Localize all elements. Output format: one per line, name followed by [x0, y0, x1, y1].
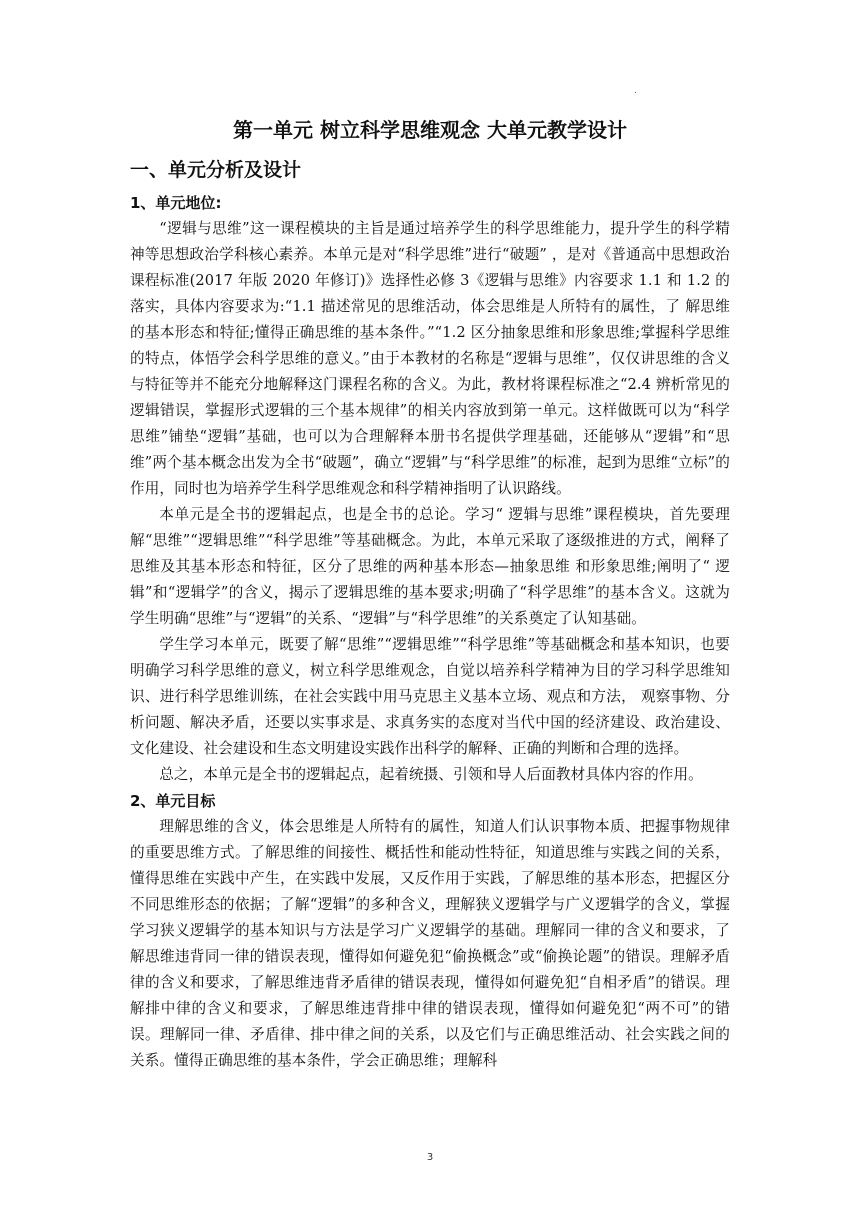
section-heading-unit-analysis: 一、单元分析及设计	[130, 159, 302, 181]
page-number: 3	[426, 1152, 434, 1163]
document-body	[130, 156, 730, 1074]
corner-mark: .	[634, 86, 637, 96]
paragraph: 总之，本单元是全书的逻辑起点，起着统摄、引领和导人后面教材具体内容的作用。	[159, 766, 703, 783]
paragraph: 理解思维的含义，体会思维是人所特有的属性，知道人们认识事物本质、把握事物规律的重要思维方式。了解思维的间接性、概括性和能动性特征，知道思维与实践之间的关系，懂得思维在实践中产生，在实践中发展，又反作用于实践，了解思维的基本形态，把握区分不同思维形态的依据；了解“逻辑”的多种含义，理解狭义逻辑学与广义逻辑学的含义，掌握学习狭义逻辑学的基本知识与方法是学习广义逻辑学的基础。理解同一律的含义和要求，了解思维违背同一律的错误表现，懂得如何避免犯“偷换概念”或“偷换论题”的错误。理解矛盾律的含义和要求，了解思维违背矛盾律的错误表现，懂得如何避免犯“自相矛盾”的错误。理解排中律的含义和要求，了解思维违背排中律的错误表现，懂得如何避免犯“两不可”的错误。理解同一律、矛盾律、排中律之间的关系，以及它们与正确思维活动、社会实践之间的关系。懂得正确思维的基本条件，学会正确思维；理解科	[130, 818, 730, 1069]
paragraph: 本单元是全书的逻辑起点，也是全书的总论。学习“ 逻辑与思维”课程模块，首先要理解“思维”“逻辑思维”“科学思维”等基础概念。为此，本单元采取了逐级推进的方式，阐释了思维及其基本形态和特征，区分了思维的两种基本形态—抽象思维 和形象思维;阐明了“ 逻辑”和“逻辑学”的含义，揭示了逻辑思维的基本要求;明确了“科学思维”的基本含义。这就为学生明确“思维”与“逻辑”的关系、“逻辑”与“科学思维”的关系奠定了认知基础。	[130, 506, 730, 627]
subheading-unit-goals: 2、单元目标	[130, 792, 216, 810]
paragraph: 学生学习本单元，既要了解“思维”“逻辑思维”“科学思维”等基础概念和基本知识，也要明确学习科学思维的意义，树立科学思维观念，自觉以培养科学精神为目的学习科学思维知识、进行科学思维训练，在社会实践中用马克思主义基本立场、观点和方法， 观察事物、分析问题、解决矛盾，还要以实事求是、求真务实的态度对当代中国的经济建设、政治建设、文化建设、社会建设和生态文明建设实践作出科学的解释、正确的判断和合理的选择。	[130, 636, 730, 757]
page-title: 第一单元 树立科学思维观念 大单元教学设计	[233, 118, 627, 142]
paragraph: “逻辑与思维”这一课程模块的主旨是通过培养学生的科学思维能力，提升学生的科学精神等思想政治学科核心素养。本单元是对“科学思维”进行“破题” ，是对《普通高中思想政治课程标准(2017 年版 2020 年修订)》选择性必修 3《逻辑与思维》内容要求 1.1 和 1.2 的落实，具体内容要求为:“1.1 描述常见的思维活动，体会思维是人所特有的属性，了 解思维的基本形态和特征;懂得正确思维的基本条件。”“1.2 区分抽象思维和形象思维;掌握科学思维的特点，体悟学会科学思维的意义。”由于本教材的名称是“逻辑与思维”，仅仅讲思维的含义与特征等并不能充分地解释这门课程名称的含义。为此，教材将课程标准之“2.4 辨析常见的逻辑错误，掌握形式逻辑的三个基本规律”的相关内容放到第一单元。这样做既可以为“科学思维”铺垫“逻辑”基础，也可以为合理解释本册书名提供学理基础，还能够从“逻辑”和“思维”两个基本概念出发为全书“破题”，确立“逻辑”与“科学思维”的标准，起到为思维“立标”的作用，同时也为培养学生科学思维观念和科学精神指明了认识路线。	[130, 220, 730, 497]
subheading-unit-position: 1、单元地位:	[130, 194, 222, 212]
